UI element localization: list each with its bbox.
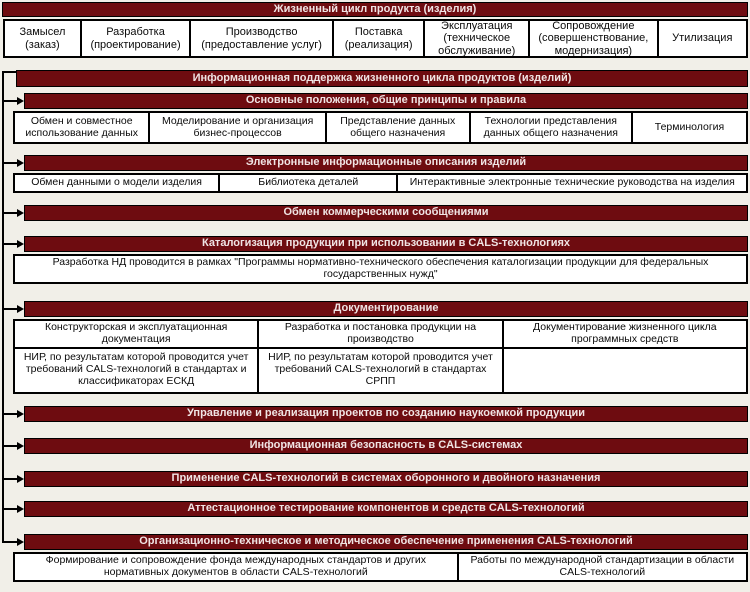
basics-item-representation-tech: Технологии представления данных общего назначения	[469, 111, 633, 144]
stage-operation: Эксплуатация (техническое обслуживание)	[423, 19, 530, 58]
arrow-catalog	[3, 243, 17, 245]
connector-trunk-line	[2, 71, 4, 543]
electronic-title-bar: Электронные информационные описания изделий	[24, 155, 748, 171]
stage-maintenance: Сопровождение (совершенствование, модернизация)	[528, 19, 658, 58]
security-title-bar: Информационная безопасность в CALS-системах	[24, 438, 748, 454]
doc-cell-nir-srpp: НИР, по результатам которой проводится учет требований CALS-технологий в стандартах СРПП	[257, 347, 503, 394]
doc-cell-software-lifecycle: Документирование жизненного цикла программных средств	[502, 319, 748, 349]
stage-development: Разработка (проектирование)	[80, 19, 191, 58]
arrow-security	[3, 445, 17, 447]
documentation-row-2	[13, 347, 748, 394]
defense-title-bar: Применение CALS-технологий в системах оборонного и двойного назначения	[24, 471, 748, 487]
doc-cell-empty	[502, 347, 748, 394]
basics-item-data-representation: Представление данных общего назначения	[325, 111, 471, 144]
org-row	[13, 552, 748, 582]
electronic-item-model-exchange: Обмен данными о модели изделия	[13, 173, 220, 193]
basics-item-modeling: Моделирование и организация бизнес-процессов	[148, 111, 326, 144]
catalog-note-row	[13, 254, 748, 284]
lifecycle-title-bar: Жизненный цикл продукта (изделия)	[2, 2, 748, 17]
arrow-electronic	[3, 162, 17, 164]
catalog-title-bar: Каталогизация продукции при использовании в CALS-технологиях	[24, 236, 748, 252]
basics-title-bar: Основные положения, общие принципы и правила	[24, 93, 748, 109]
connector-top-stub	[2, 71, 16, 73]
testing-title-bar: Аттестационное тестирование компонентов и средств CALS-технологий	[24, 501, 748, 517]
electronic-item-ietm: Интерактивные электронные технические руководства на изделия	[396, 173, 748, 193]
org-item-standards-fund: Формирование и сопровождение фонда международных стандартов и других нормативных документов в области CALS-технологий	[13, 552, 459, 582]
stage-concept: Замысел (заказ)	[3, 19, 82, 58]
stage-production: Производство (предоставление услуг)	[189, 19, 334, 58]
support-title-bar: Информационная поддержка жизненного цикла продуктов (изделий)	[16, 70, 748, 87]
electronic-row	[13, 173, 748, 193]
basics-item-terminology: Терминология	[631, 111, 748, 144]
arrow-org	[3, 541, 17, 543]
arrow-defense	[3, 478, 17, 480]
electronic-item-parts-library: Библиотека деталей	[218, 173, 398, 193]
org-title-bar: Организационно-техническое и методическое обеспечение применения CALS-технологий	[24, 534, 748, 550]
documentation-title-bar: Документирование	[24, 301, 748, 317]
arrow-basics	[3, 100, 17, 102]
stage-disposal: Утилизация	[657, 19, 749, 58]
basics-row	[13, 111, 748, 144]
basics-item-data-sharing: Обмен и совместное использование данных	[13, 111, 150, 144]
arrow-management	[3, 413, 17, 415]
lifecycle-stages-row	[3, 19, 748, 58]
arrow-testing	[3, 508, 17, 510]
catalog-note: Разработка НД проводится в рамках "Программы нормативно-технического обеспечения каталогизации продукции для федеральных государственных нужд"	[13, 254, 748, 284]
management-title-bar: Управление и реализация проектов по созданию наукоемкой продукции	[24, 406, 748, 422]
doc-cell-nir-eskd: НИР, по результатам которой проводится учет требований CALS-технологий в стандартах и классификаторах ЕСКД	[13, 347, 259, 394]
arrow-commerce	[3, 212, 17, 214]
arrow-documentation	[3, 308, 17, 310]
doc-cell-design-docs: Конструкторская и эксплуатационная документация	[13, 319, 259, 349]
documentation-row-1	[13, 319, 748, 349]
commerce-title-bar: Обмен коммерческими сообщениями	[24, 205, 748, 221]
stage-delivery: Поставка (реализация)	[332, 19, 425, 58]
doc-cell-production-setup: Разработка и постановка продукции на производство	[257, 319, 503, 349]
org-item-intl-standardization: Работы по международной стандартизации в области CALS-технологий	[457, 552, 748, 582]
documentation-table	[13, 319, 748, 394]
